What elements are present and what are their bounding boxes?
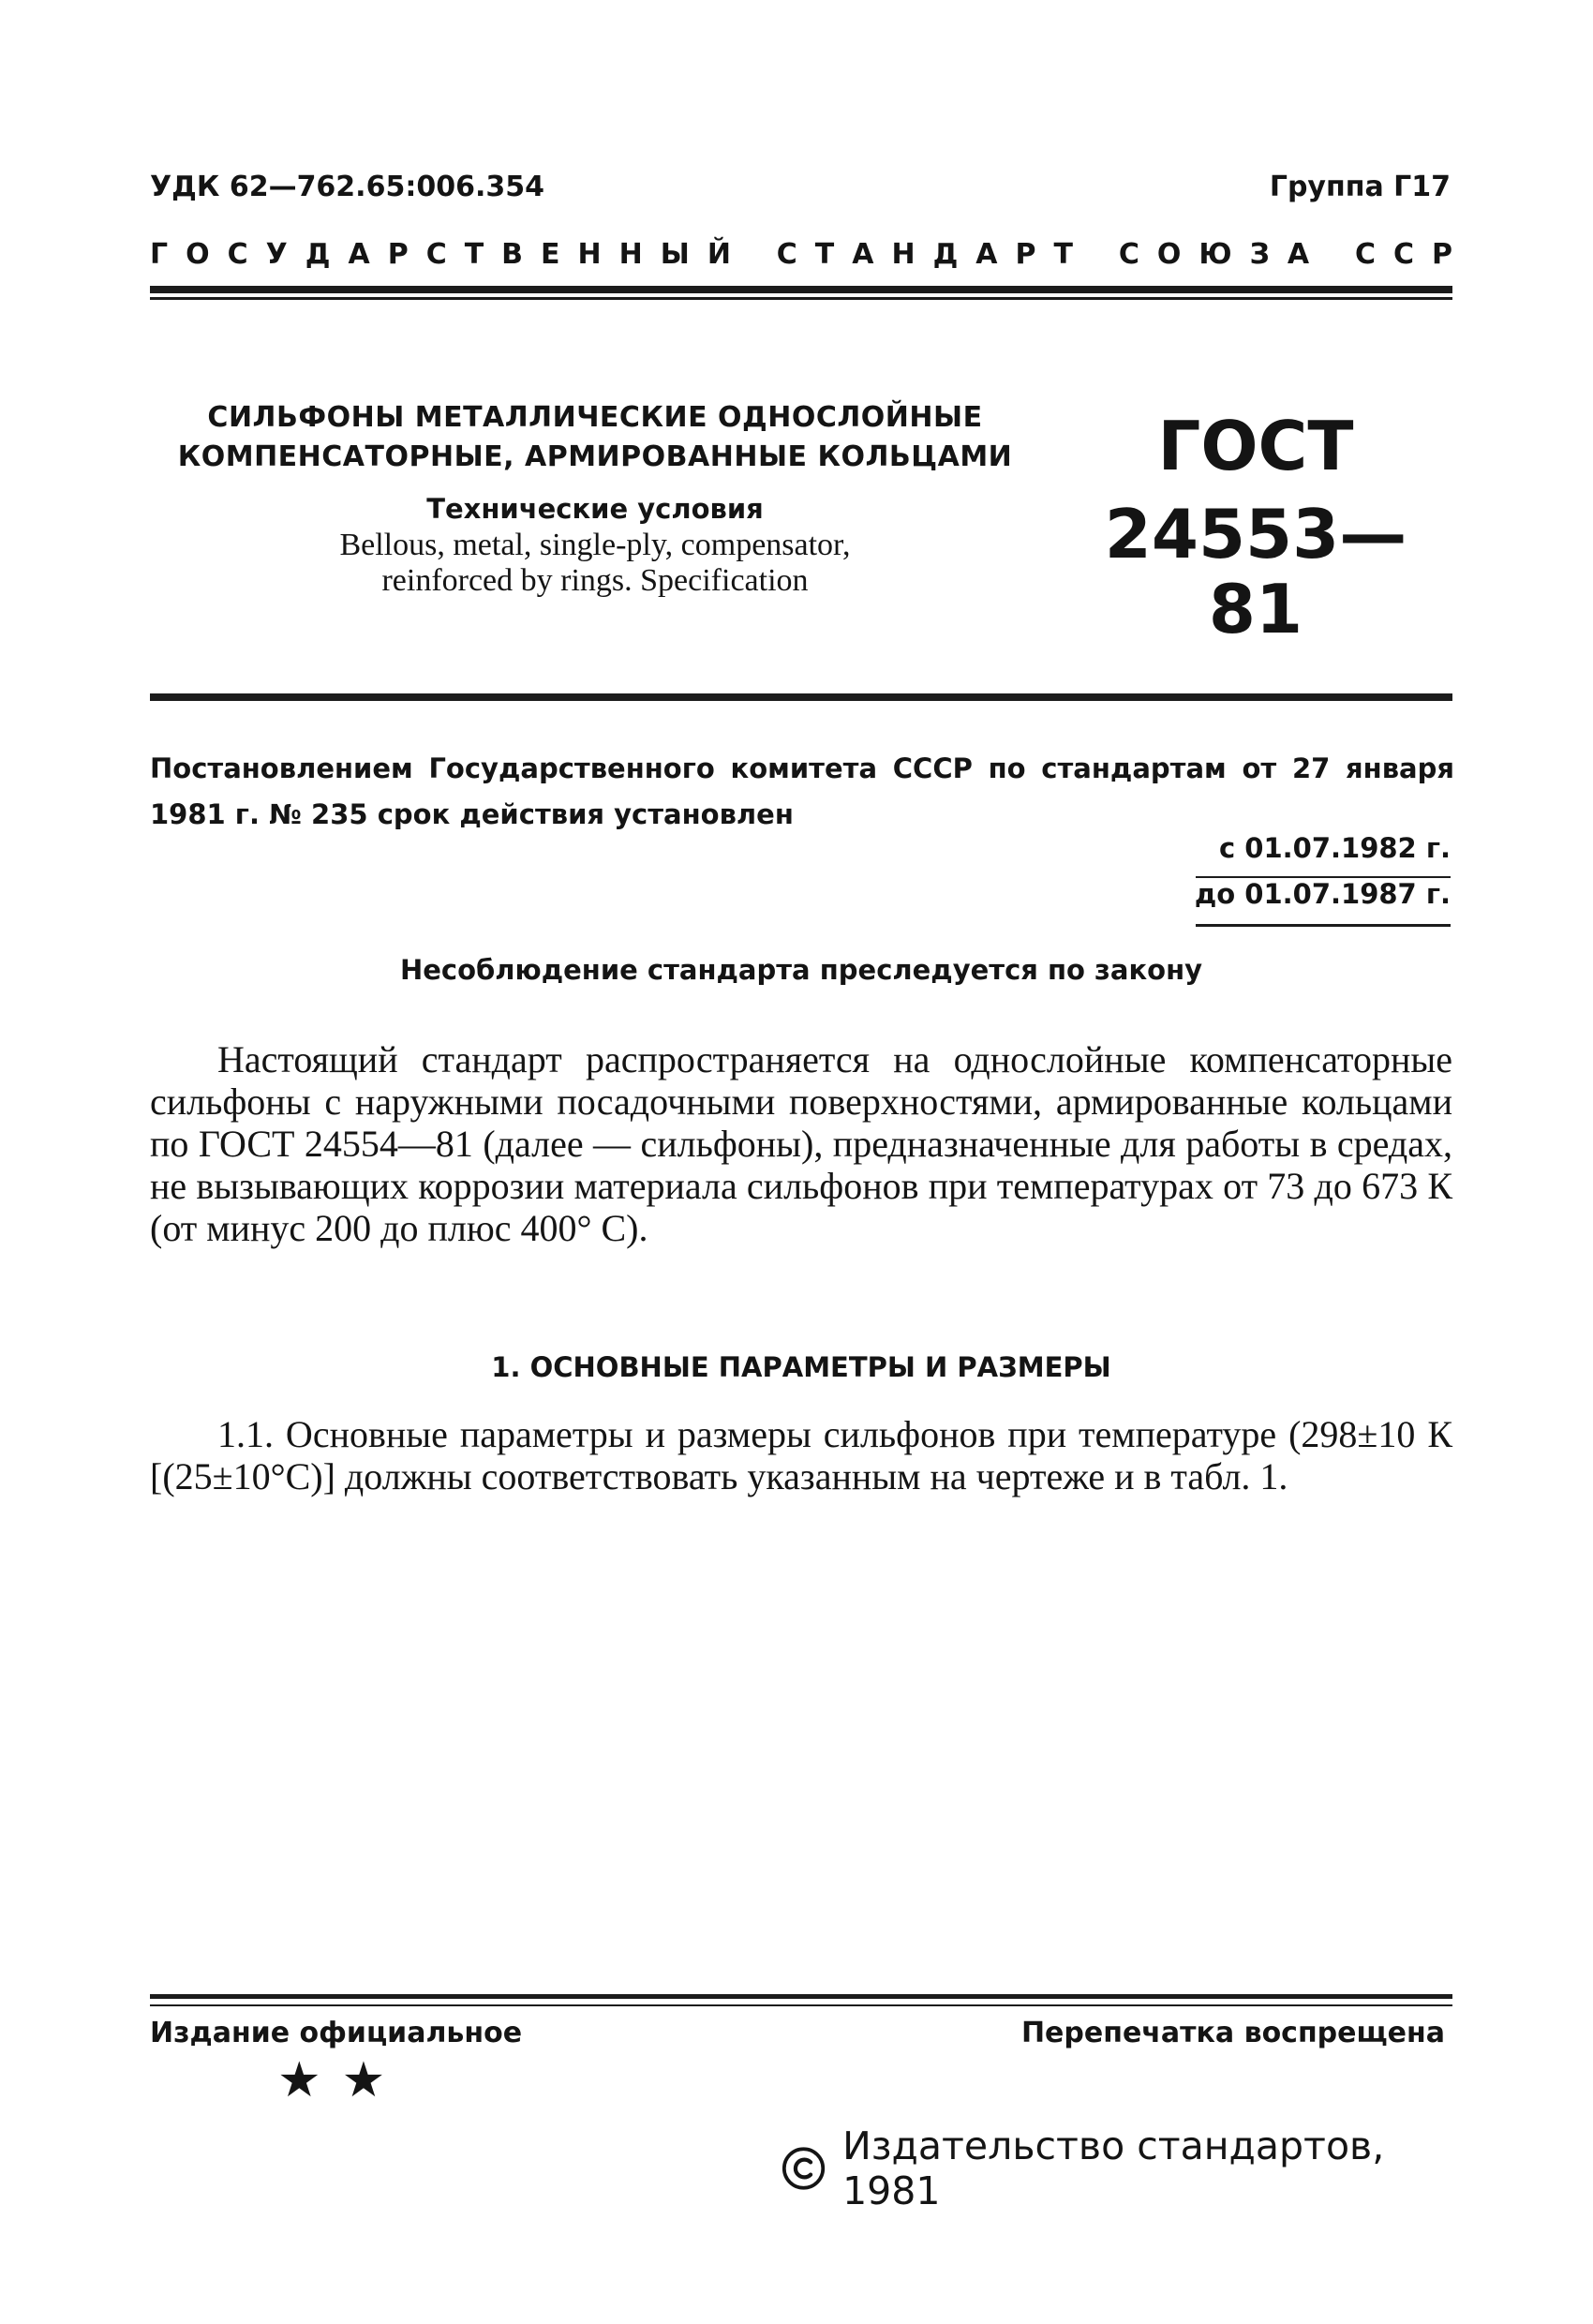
publisher-line <box>782 2123 1456 2213</box>
valid-until-rule <box>1196 924 1451 927</box>
state-standard-word-3: СОЮЗА <box>1118 238 1328 271</box>
edition-stars: ★★ <box>277 2052 407 2108</box>
subtitle: Технические условия <box>426 493 764 525</box>
english-title-line-1: Bellous, metal, single-ply, compensator, <box>339 528 851 562</box>
valid-until: до 01.07.1987 г. <box>1194 878 1451 910</box>
paragraph-1-1: 1.1. Основные параметры и размеры сильфонов при температуре (298±10 К [(25±10°С)] должны соответствовать указанным на чертеже и в табл. 1. <box>150 1413 1452 1497</box>
title-rule <box>150 693 1452 701</box>
state-standard-heading <box>150 238 1470 271</box>
title-line-2: КОМПЕНСАТОРНЫЕ, АРМИРОВАННЫЕ КОЛЬЦАМИ <box>177 440 1013 473</box>
publisher-text: Издательство стандартов, 1981 <box>842 2123 1385 2213</box>
title-line-1: СИЛЬФОНЫ МЕТАЛЛИЧЕСКИЕ ОДНОСЛОЙНЫЕ <box>207 401 983 434</box>
law-notice: Несоблюдение стандарта преследуется по закону <box>399 954 1203 986</box>
gost-label: ГОСТ <box>1157 407 1354 485</box>
gost-number: 24553—81 <box>1104 495 1407 648</box>
reprint-notice: Перепечатка воспрещена <box>1020 2017 1445 2049</box>
decree-text: Постановлением Государственного комитета СССР по стандартам от 27 января 1981 г. № 235 срок действия установлен <box>150 752 1454 830</box>
state-standard-word-4: ССР <box>1354 238 1470 271</box>
copyright-icon <box>782 2145 826 2192</box>
header-rule-thin <box>150 297 1452 300</box>
valid-from: с 01.07.1982 г. <box>1218 832 1451 864</box>
state-standard-word-1: ГОСУДАРСТВЕННЫЙ <box>150 238 749 271</box>
intro-paragraph: Настоящий стандарт распространяется на однослойные компенсаторные сильфоны с наружными посадочными поверхностями, армированные кольцами по ГОСТ 24554—81 (далее — сильфоны), предназначенные для работы в средах, не вызывающих коррозии материала сильфонов при температурах от 73 до 673 К (от минус 200 до плюс 400° С). <box>150 1038 1452 1249</box>
footer-rule-thick <box>150 1994 1452 1999</box>
title-block <box>159 398 1031 599</box>
group-code: Группа Г17 <box>1269 171 1451 203</box>
section-title: 1. ОСНОВНЫЕ ПАРАМЕТРЫ И РАЗМЕРЫ <box>491 1351 1111 1383</box>
header-rule-thick <box>150 286 1452 293</box>
footer-rule-thin <box>150 2004 1452 2006</box>
udk-code: УДК 62—762.65:006.354 <box>150 171 544 203</box>
state-standard-word-2: СТАНДАРТ <box>776 238 1091 271</box>
english-title-line-2: reinforced by rings. Specification <box>381 563 809 598</box>
edition-label: Издание официальное <box>150 2017 523 2049</box>
